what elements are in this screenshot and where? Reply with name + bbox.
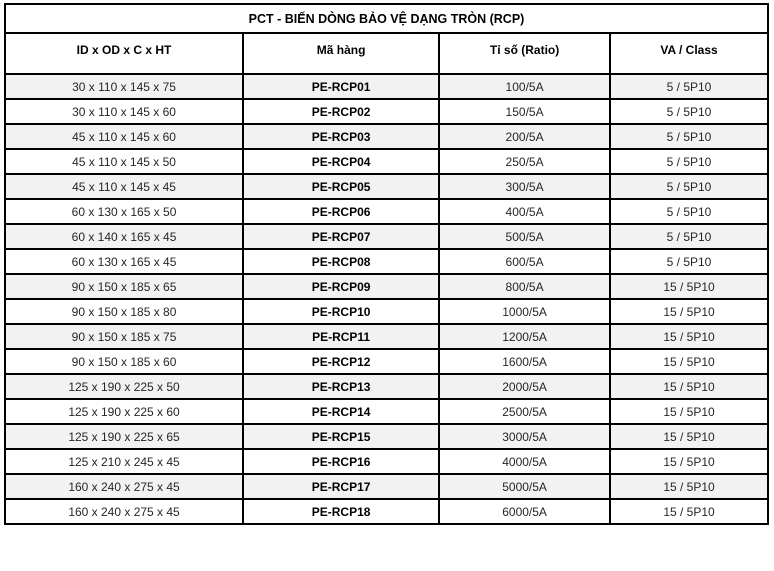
va-class-cell: 5 / 5P10 [610,124,768,149]
va-class-cell: 15 / 5P10 [610,399,768,424]
table-title-row [5,4,768,33]
va-class-cell: 15 / 5P10 [610,274,768,299]
va-class-cell: 15 / 5P10 [610,299,768,324]
dimensions-cell: 90 x 150 x 185 x 65 [5,274,243,299]
va-class-cell: 5 / 5P10 [610,74,768,99]
part-code-cell: PE-RCP11 [243,324,439,349]
ratio-cell: 600/5A [439,249,610,274]
rcp-spec-table [4,3,769,525]
table-row [5,74,768,99]
ratio-cell: 200/5A [439,124,610,149]
va-class-cell: 5 / 5P10 [610,199,768,224]
dimensions-cell: 125 x 210 x 245 x 45 [5,449,243,474]
table-header-row [5,33,768,74]
table-row [5,124,768,149]
part-code-cell: PE-RCP04 [243,149,439,174]
table-row [5,349,768,374]
ratio-cell: 1200/5A [439,324,610,349]
table-row [5,224,768,249]
part-code-cell: PE-RCP13 [243,374,439,399]
va-class-cell: 15 / 5P10 [610,474,768,499]
table-row [5,149,768,174]
column-header-va-class: VA / Class [610,33,768,74]
part-code-cell: PE-RCP14 [243,399,439,424]
dimensions-cell: 160 x 240 x 275 x 45 [5,474,243,499]
ratio-cell: 1600/5A [439,349,610,374]
dimensions-cell: 30 x 110 x 145 x 75 [5,74,243,99]
table-row [5,499,768,524]
part-code-cell: PE-RCP07 [243,224,439,249]
part-code-cell: PE-RCP09 [243,274,439,299]
part-code-cell: PE-RCP10 [243,299,439,324]
va-class-cell: 15 / 5P10 [610,324,768,349]
dimensions-cell: 125 x 190 x 225 x 65 [5,424,243,449]
dimensions-cell: 60 x 140 x 165 x 45 [5,224,243,249]
part-code-cell: PE-RCP06 [243,199,439,224]
table-row [5,199,768,224]
table-body [5,74,768,524]
va-class-cell: 15 / 5P10 [610,349,768,374]
dimensions-cell: 45 x 110 x 145 x 45 [5,174,243,199]
ratio-cell: 5000/5A [439,474,610,499]
part-code-cell: PE-RCP08 [243,249,439,274]
table-row [5,99,768,124]
part-code-cell: PE-RCP15 [243,424,439,449]
ratio-cell: 1000/5A [439,299,610,324]
dimensions-cell: 160 x 240 x 275 x 45 [5,499,243,524]
column-header-ratio: Tỉ số (Ratio) [439,33,610,74]
part-code-cell: PE-RCP02 [243,99,439,124]
ratio-cell: 500/5A [439,224,610,249]
table-title: PCT - BIẾN DÒNG BẢO VỆ DẠNG TRÒN (RCP) [5,4,768,33]
table-row [5,474,768,499]
va-class-cell: 5 / 5P10 [610,224,768,249]
part-code-cell: PE-RCP01 [243,74,439,99]
table-row [5,424,768,449]
ratio-cell: 2000/5A [439,374,610,399]
part-code-cell: PE-RCP05 [243,174,439,199]
table-row [5,374,768,399]
dimensions-cell: 90 x 150 x 185 x 75 [5,324,243,349]
va-class-cell: 5 / 5P10 [610,99,768,124]
dimensions-cell: 90 x 150 x 185 x 60 [5,349,243,374]
table-row [5,274,768,299]
ratio-cell: 400/5A [439,199,610,224]
ratio-cell: 250/5A [439,149,610,174]
column-header-dimensions: ID x OD x C x HT [5,33,243,74]
va-class-cell: 15 / 5P10 [610,424,768,449]
dimensions-cell: 125 x 190 x 225 x 50 [5,374,243,399]
va-class-cell: 15 / 5P10 [610,374,768,399]
part-code-cell: PE-RCP03 [243,124,439,149]
dimensions-cell: 30 x 110 x 145 x 60 [5,99,243,124]
ratio-cell: 300/5A [439,174,610,199]
ratio-cell: 800/5A [439,274,610,299]
va-class-cell: 5 / 5P10 [610,149,768,174]
table-row [5,324,768,349]
va-class-cell: 15 / 5P10 [610,449,768,474]
column-header-part-code: Mã hàng [243,33,439,74]
va-class-cell: 15 / 5P10 [610,499,768,524]
ratio-cell: 100/5A [439,74,610,99]
va-class-cell: 5 / 5P10 [610,174,768,199]
dimensions-cell: 60 x 130 x 165 x 45 [5,249,243,274]
part-code-cell: PE-RCP17 [243,474,439,499]
ratio-cell: 6000/5A [439,499,610,524]
va-class-cell: 5 / 5P10 [610,249,768,274]
ratio-cell: 3000/5A [439,424,610,449]
table-row [5,399,768,424]
dimensions-cell: 45 x 110 x 145 x 60 [5,124,243,149]
table-row [5,299,768,324]
table-row [5,449,768,474]
table-row [5,249,768,274]
part-code-cell: PE-RCP12 [243,349,439,374]
part-code-cell: PE-RCP18 [243,499,439,524]
dimensions-cell: 60 x 130 x 165 x 50 [5,199,243,224]
dimensions-cell: 90 x 150 x 185 x 80 [5,299,243,324]
ratio-cell: 4000/5A [439,449,610,474]
ratio-cell: 150/5A [439,99,610,124]
dimensions-cell: 45 x 110 x 145 x 50 [5,149,243,174]
table-row [5,174,768,199]
dimensions-cell: 125 x 190 x 225 x 60 [5,399,243,424]
ratio-cell: 2500/5A [439,399,610,424]
part-code-cell: PE-RCP16 [243,449,439,474]
